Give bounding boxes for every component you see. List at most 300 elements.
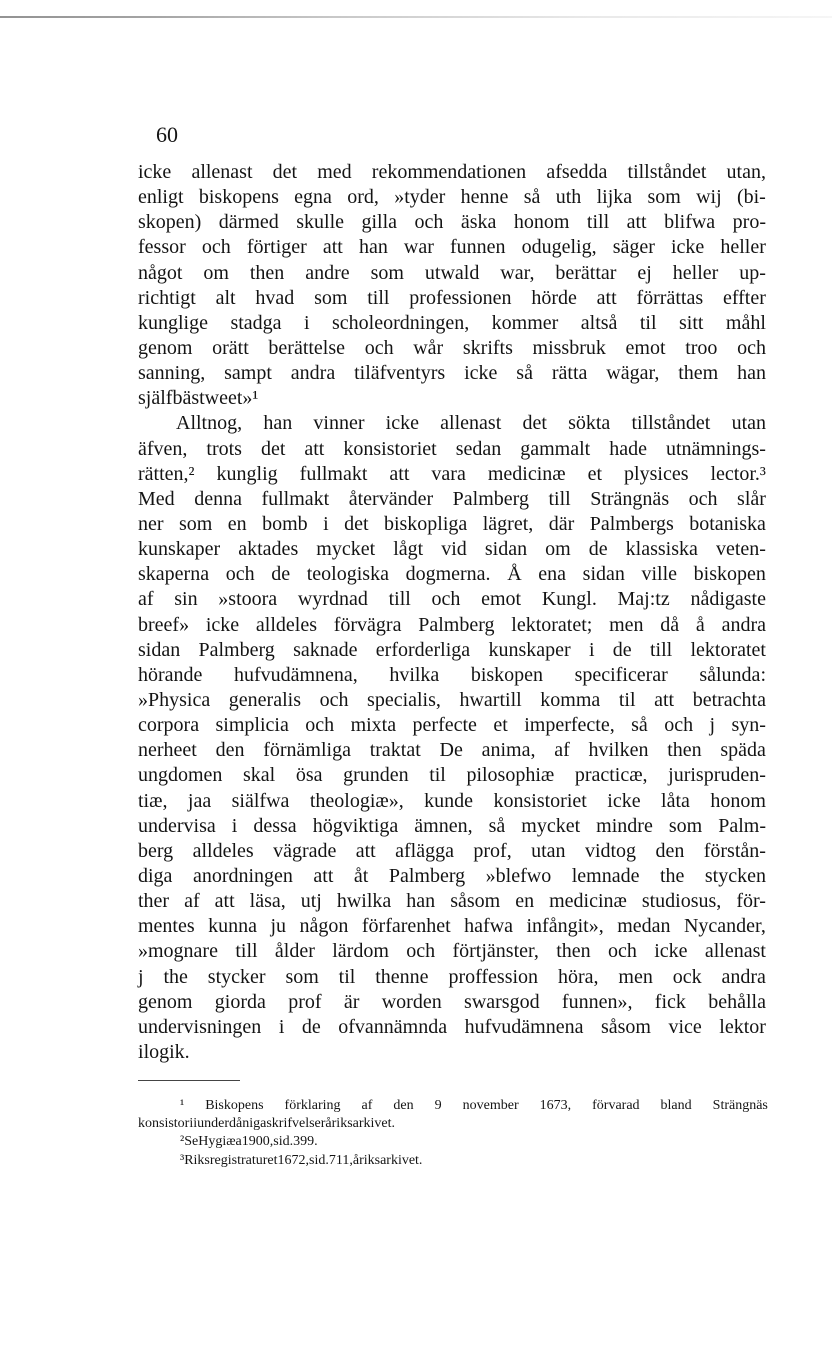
footnote-word: å — [352, 1152, 360, 1168]
word: mycket — [521, 814, 581, 837]
word: att — [304, 437, 325, 460]
text-line-34 — [138, 990, 766, 1015]
word: ej — [637, 261, 652, 284]
word: sampt — [224, 362, 272, 385]
word: effter — [722, 286, 766, 309]
word: »Physica — [138, 688, 211, 711]
word: förfarenhet — [361, 915, 451, 938]
text-line-16 — [138, 537, 766, 562]
word: hwartill — [459, 688, 522, 711]
word: alt — [215, 286, 236, 309]
word: war — [403, 236, 434, 259]
word: sin — [174, 588, 198, 611]
word: de — [301, 1015, 321, 1038]
word: kunna — [208, 915, 258, 938]
footnote-word: af — [361, 1098, 373, 1113]
word: til — [338, 965, 356, 988]
text-line-5 — [138, 261, 766, 286]
word: och — [225, 563, 255, 586]
word: wyrdnad — [297, 588, 368, 611]
word: fick — [654, 990, 686, 1013]
word: fessor — [138, 236, 186, 259]
word: och — [607, 940, 637, 963]
word: then — [249, 261, 285, 284]
footnote-word: Se — [184, 1134, 199, 1150]
word: the — [163, 965, 188, 988]
word: alldeles — [192, 839, 254, 862]
word: och — [431, 588, 461, 611]
word: plysices — [624, 462, 689, 485]
word: rätta — [551, 362, 588, 385]
word: specialis, — [367, 688, 441, 711]
word: wår — [413, 336, 444, 359]
word: biskopens — [198, 186, 279, 209]
word: som — [314, 286, 348, 309]
word: sitt — [679, 311, 704, 334]
word: till — [548, 487, 571, 510]
word: förnämliga — [263, 739, 351, 762]
word: det — [344, 512, 369, 535]
footnote-word: Biskopens — [205, 1098, 264, 1113]
word: som — [178, 512, 213, 535]
word: proffession — [448, 965, 539, 988]
word: som — [370, 261, 404, 284]
word: en — [227, 512, 247, 535]
footnote-word: underdåniga — [197, 1116, 267, 1132]
text-line-35 — [138, 1015, 766, 1040]
text-line-20 — [138, 638, 766, 663]
text-line-29 — [138, 864, 766, 889]
word: ösa — [295, 764, 323, 787]
text-line-25 — [138, 763, 766, 788]
word: Palmbergs — [589, 512, 674, 535]
word: i — [304, 311, 310, 334]
word: andra — [290, 362, 336, 385]
word: ungdomen — [138, 764, 223, 787]
word: ålder — [274, 940, 315, 963]
word: måhl — [725, 311, 766, 334]
word: (bi- — [736, 186, 766, 209]
word: lägret, — [482, 512, 534, 535]
word: så — [516, 362, 533, 385]
word: dessa — [253, 814, 297, 837]
word: sålunda: — [699, 663, 766, 686]
word: skaperna — [138, 563, 210, 586]
word: giorda — [214, 990, 266, 1013]
word: funnen», — [561, 990, 633, 1013]
word: berg — [138, 839, 174, 862]
word: men — [609, 613, 644, 636]
word: alldeles — [255, 613, 317, 636]
text-line-1 — [138, 160, 766, 185]
word: simplicia — [215, 714, 289, 737]
word: erforderliga — [375, 638, 471, 661]
word: späda — [720, 739, 766, 762]
word: han — [737, 362, 766, 385]
word: Med — [138, 487, 175, 510]
text-line-27 — [138, 814, 766, 839]
word: hvad — [255, 286, 295, 309]
word: den — [655, 839, 685, 862]
word: henne — [460, 186, 509, 209]
word: tillståndet — [627, 161, 707, 183]
word: lärdom — [332, 940, 389, 963]
word: att — [626, 211, 647, 234]
word: Palmberg — [198, 638, 275, 661]
word: någon — [299, 915, 349, 938]
word: dogmerna. — [405, 563, 491, 586]
word: behålla — [708, 990, 766, 1013]
word: til — [618, 688, 636, 711]
word: att — [654, 688, 675, 711]
word: Palmberg — [452, 487, 529, 510]
word: och — [414, 211, 444, 234]
word: så — [523, 186, 541, 209]
text-line-18 — [138, 587, 766, 612]
word: han — [406, 890, 436, 913]
word: skopen) — [138, 211, 202, 234]
word: traktat — [369, 739, 421, 762]
word: war, — [500, 261, 535, 284]
word: att — [214, 890, 235, 913]
word: kunskaper — [138, 538, 221, 561]
footnote-word: skrifvelser — [266, 1116, 326, 1132]
word: egna — [294, 186, 332, 209]
word: bäst — [172, 387, 205, 410]
word: de — [588, 538, 608, 561]
word: att — [322, 236, 343, 259]
word: ena — [538, 563, 567, 586]
footnote-word: sid. — [309, 1152, 329, 1168]
word: anordningen — [192, 864, 293, 887]
word: »tyder — [394, 186, 446, 209]
text-line-2 — [138, 185, 766, 210]
word: och — [737, 336, 766, 359]
word: skrifts — [462, 336, 513, 359]
word: enligt — [138, 186, 184, 209]
word: specificerar — [574, 663, 668, 686]
word: mindre — [596, 814, 653, 837]
word: som — [285, 965, 319, 988]
word: scholeordningen, — [332, 311, 470, 334]
text-line-3 — [138, 210, 766, 235]
word: till — [235, 940, 258, 963]
word: lektoratet — [690, 638, 766, 661]
word: the — [659, 864, 685, 887]
word: hvilken — [588, 739, 649, 762]
word: så — [631, 714, 648, 737]
footnote-word: ³ — [180, 1152, 185, 1168]
word: gammalt — [520, 437, 591, 460]
word: swarsgod — [464, 990, 540, 1013]
word: pilosophiæ — [466, 764, 555, 787]
word: hafwa — [464, 915, 514, 938]
word: berättar — [555, 261, 617, 284]
word: förtiger — [246, 236, 307, 259]
word: andre — [305, 261, 350, 284]
word: infångit», — [526, 915, 604, 938]
word: medicinæ — [487, 462, 566, 485]
word: där — [548, 512, 575, 535]
word: richtigt — [138, 286, 196, 309]
word: för- — [736, 890, 766, 913]
word: återvänder — [348, 487, 434, 510]
word: Palmberg — [418, 613, 495, 636]
word: det — [522, 412, 547, 435]
footnote-word: november — [462, 1098, 519, 1113]
word: them — [678, 362, 719, 385]
word: rekommendationen — [371, 161, 527, 183]
footnote-word: 1673, — [539, 1098, 572, 1113]
word: och — [364, 336, 394, 359]
word: sökta — [568, 412, 611, 435]
footnote-word: sid. — [273, 1134, 294, 1150]
word: wij — [696, 186, 722, 209]
word: och — [406, 940, 436, 963]
word: denna — [194, 487, 242, 510]
text-line-19 — [138, 613, 766, 638]
word: allenast — [704, 940, 766, 963]
word: up- — [739, 261, 766, 284]
text-line-22 — [138, 688, 766, 713]
word: och — [664, 714, 694, 737]
word: konsistoriet — [493, 789, 587, 812]
word: betrachta — [692, 688, 766, 711]
word: biskopliga — [383, 512, 468, 535]
footnote-word: konsistorii — [138, 1116, 198, 1132]
word: till — [388, 588, 411, 611]
word: förrättas — [636, 286, 704, 309]
word: nådigaste — [690, 588, 766, 611]
word: lijka — [596, 186, 633, 209]
word: hörde — [531, 286, 577, 309]
word: till — [586, 211, 610, 234]
word: äska — [460, 211, 497, 234]
word: läsa, — [249, 890, 286, 913]
word: icke — [607, 789, 641, 812]
footnote-word: förvarad — [592, 1098, 640, 1113]
word: pro- — [732, 211, 766, 234]
text-line-26 — [138, 789, 766, 814]
word: den — [215, 739, 245, 762]
word: utan, — [726, 161, 766, 183]
text-line-28 — [138, 839, 766, 864]
word: icke — [670, 236, 705, 259]
text-line-17 — [138, 562, 766, 587]
word: kommer — [491, 311, 559, 334]
text-line-21 — [138, 663, 766, 688]
text-line-12 — [138, 437, 766, 462]
word: tiæ, — [138, 789, 168, 812]
word: till — [649, 638, 673, 661]
word: wägar, — [606, 362, 660, 385]
text-line-9 — [138, 361, 766, 386]
word: vice — [668, 1015, 702, 1038]
word: och — [688, 487, 718, 510]
word: ther — [138, 890, 170, 913]
word: i — [323, 512, 329, 535]
word: Palmberg — [388, 864, 466, 887]
word: undervisa — [138, 814, 216, 837]
word: han — [263, 412, 293, 435]
word: att — [355, 839, 376, 862]
word: af — [138, 588, 154, 611]
word: allenast — [191, 161, 253, 183]
word: weet»¹ — [204, 387, 259, 410]
word: Strängnäs — [590, 487, 670, 510]
word: aktades — [238, 538, 299, 561]
word: han — [358, 236, 388, 259]
word: troo — [685, 336, 718, 359]
word: i — [138, 1040, 144, 1063]
word: Palm- — [718, 814, 766, 837]
footnote-line-4 — [138, 1152, 768, 1170]
word: skulle — [296, 211, 345, 234]
word: kunde — [424, 789, 474, 812]
word: worden — [381, 990, 442, 1013]
word: såsom — [600, 1015, 651, 1038]
word: genom — [138, 990, 193, 1013]
word: vid — [441, 538, 467, 561]
word: hörande — [138, 663, 203, 686]
word: låta — [661, 789, 690, 812]
word: konsistoriet — [343, 437, 437, 460]
word: diga — [138, 864, 173, 887]
word: något — [138, 261, 183, 284]
text-line-33 — [138, 965, 766, 990]
footnote-word: bland — [660, 1098, 692, 1113]
body-text — [138, 160, 766, 1065]
word: jaa — [187, 789, 212, 812]
word: honom — [710, 789, 766, 812]
footnote-word: ¹ — [180, 1098, 185, 1113]
text-line-30 — [138, 889, 766, 914]
word: mycket — [316, 538, 376, 561]
word: gilla — [361, 211, 398, 234]
word: altså — [580, 311, 618, 334]
word: generalis — [228, 688, 301, 711]
word: i — [278, 1015, 285, 1038]
text-line-36 — [138, 1040, 766, 1065]
text-line-23 — [138, 713, 766, 738]
word: åt — [353, 864, 369, 887]
word: med — [317, 161, 352, 183]
footnote-word: Hygiæa — [198, 1134, 242, 1150]
word: siälfwa — [231, 789, 290, 812]
footnote-word: 1672, — [277, 1152, 310, 1168]
word: stycken — [704, 864, 766, 887]
word: emot — [625, 336, 666, 359]
footnote-word: den — [393, 1098, 414, 1113]
word: såsom — [450, 890, 501, 913]
word: professionen — [409, 286, 512, 309]
word: hade — [609, 437, 647, 460]
footnote-word: riksarkivet. — [331, 1116, 396, 1132]
word: och — [305, 714, 335, 737]
word: Å — [507, 563, 522, 586]
word: att — [389, 462, 410, 485]
page-number: 60 — [156, 122, 178, 147]
word: de — [612, 638, 632, 661]
word: till — [367, 286, 390, 309]
word: de — [271, 563, 291, 586]
word: hufvudämnena — [464, 1015, 584, 1038]
word: det — [260, 437, 286, 460]
word: af — [554, 739, 570, 762]
word: förstån- — [703, 839, 766, 862]
word: utwald — [424, 261, 480, 284]
word: då — [660, 613, 680, 636]
word: heller — [720, 236, 766, 259]
word: i — [231, 814, 238, 837]
word: ju — [270, 915, 287, 938]
word: förvägra — [333, 613, 402, 636]
word: perfecte — [412, 714, 477, 737]
word: lektor — [719, 1015, 766, 1038]
word: lektoratet; — [511, 613, 593, 636]
word: att — [596, 286, 617, 309]
word: missbruk — [532, 336, 606, 359]
word: ner — [138, 512, 164, 535]
word: theologiæ», — [309, 789, 404, 812]
word: högviktiga — [312, 814, 399, 837]
word: breef» — [138, 613, 190, 636]
word: fullmakt — [261, 487, 330, 510]
word: bomb — [262, 512, 308, 535]
word: medan — [617, 915, 671, 938]
footnote-word: Riksregistraturet — [184, 1152, 278, 1168]
word: undervisningen — [138, 1015, 262, 1038]
text-line-31 — [138, 914, 766, 939]
word: lector.³ — [710, 462, 766, 485]
footnotes — [138, 1097, 768, 1170]
word: att — [313, 864, 334, 887]
word: men — [618, 965, 653, 988]
word: lemnade — [571, 864, 640, 887]
word: afsedda — [546, 161, 608, 183]
word: nerheet — [138, 739, 197, 762]
text-line-4 — [138, 235, 766, 260]
word: ord, — [347, 186, 379, 209]
word: medicinæ — [549, 890, 627, 913]
word: aflägga — [395, 839, 454, 862]
text-line-6 — [138, 286, 766, 311]
word: fullmakt — [299, 462, 368, 485]
text-line-7 — [138, 311, 766, 336]
word: et — [493, 714, 508, 737]
word: som — [647, 186, 681, 209]
footnote-word: 1900, — [241, 1134, 274, 1150]
word: och — [319, 688, 349, 711]
footnote-divider — [138, 1080, 240, 1081]
word: Maj:tz — [617, 588, 670, 611]
word: biskopen — [693, 563, 766, 586]
word: kunglige — [138, 311, 208, 334]
word: anima, — [481, 739, 536, 762]
word: ämnen, — [414, 814, 473, 837]
word: komma — [540, 688, 601, 711]
word: genom — [138, 336, 193, 359]
word: vidtog — [584, 839, 637, 862]
word: »mognare — [138, 940, 218, 963]
word: tillståndet — [631, 412, 711, 435]
word: andra — [721, 613, 766, 636]
word: trots — [206, 437, 242, 460]
word: Kungl. — [541, 588, 597, 611]
text-line-13 — [138, 462, 766, 487]
word: klassiska — [625, 538, 698, 561]
word: det — [272, 161, 298, 183]
